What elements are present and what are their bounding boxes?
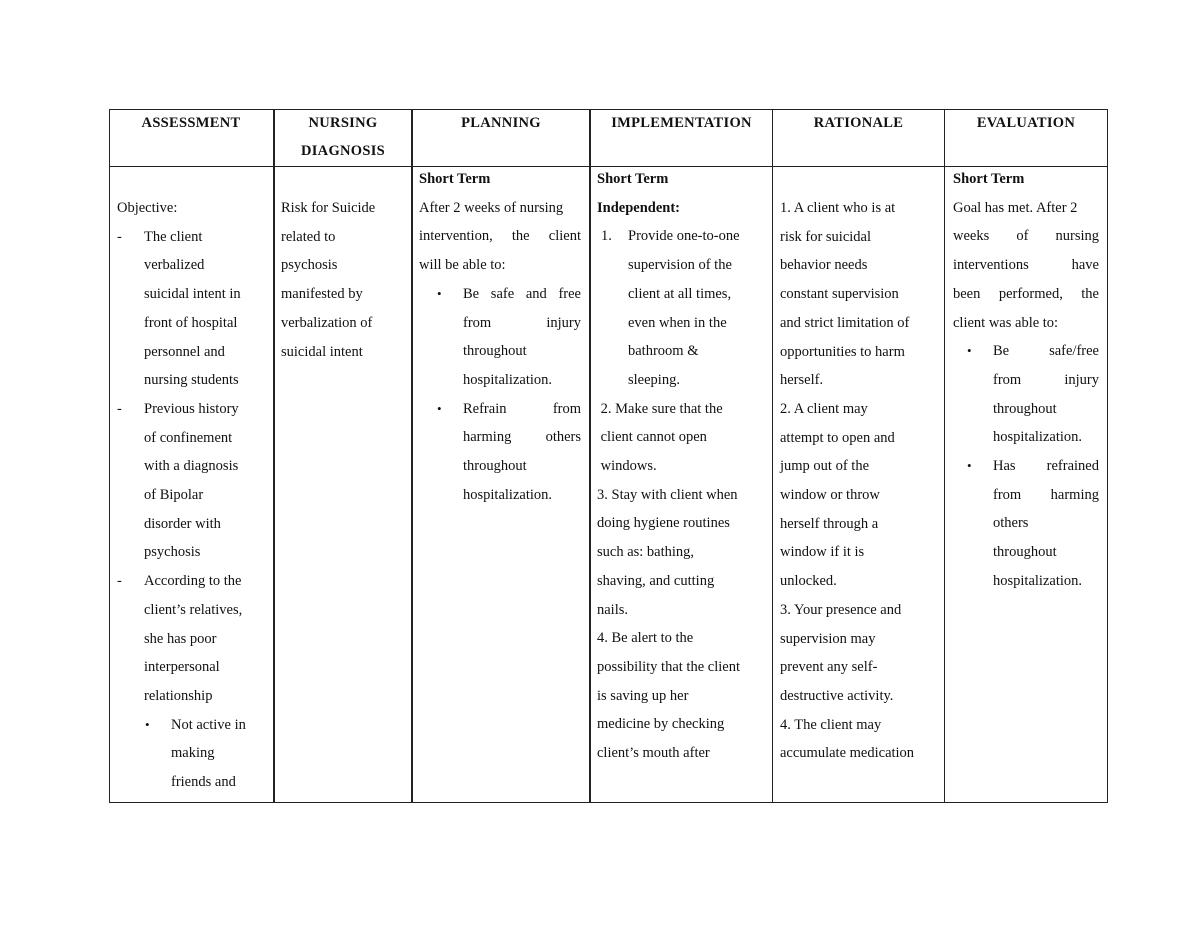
header-planning: PLANNING [461,115,541,131]
assessment-line: According to the [144,573,242,590]
word: client [548,228,581,245]
assessment-line: nursing students [144,372,239,389]
implementation-line: Provide one-to-one [628,228,740,245]
word: from [993,486,1022,503]
implementation-line: nails. [597,601,629,618]
assessment-line: client’s relatives, [144,601,243,618]
word: Has [993,458,1016,475]
diagnosis-line: Risk for Suicide [281,200,376,216]
assessment-line: making [171,745,215,762]
implementation-heading: Short Term [597,171,669,187]
assessment-line: she has poor [144,630,217,647]
word: safe/free [1049,343,1099,360]
word: the [1081,285,1099,302]
rationale-line: supervision may [780,630,876,647]
rationale-line: behavior needs [780,257,868,274]
evaluation-heading: Short Term [953,171,1025,187]
bullet-marker: • [967,343,972,359]
word: injury [546,314,581,331]
nursing-care-plan-table [109,109,1108,803]
text-line: hospitalization. [993,429,1082,446]
text-line: After 2 weeks of nursing [419,199,564,216]
header-nursing-diagnosis [275,109,411,165]
rationale-line: 3. Your presence and [780,601,902,618]
evaluation-column [953,165,1099,596]
evaluation-result [953,337,1099,452]
assessment-line: friends and [171,774,236,791]
dash-marker: - [117,573,122,590]
implementation-item-1-text [628,222,769,394]
assessment-sub-bullet [117,711,267,797]
evaluation-results [953,337,1099,595]
word: the [511,228,530,245]
rationale-line: and strict limitation of [780,314,910,331]
planning-goal [419,280,581,395]
word: interventions [953,257,1029,274]
evaluation-result [953,452,1099,596]
bullet-marker: • [145,716,150,732]
word: nursing [1055,228,1099,245]
column-border [1107,109,1108,803]
implementation-line: 3. Stay with client when [597,486,738,503]
table-bottom-border [109,802,1108,803]
implementation-column [597,165,769,768]
bullet-marker: • [437,285,442,301]
word: Be [993,343,1010,360]
header-implementation: IMPLEMENTATION [611,115,752,131]
assessment-line: suicidal intent in [144,286,241,303]
text-line: throughout [463,343,527,360]
justified-line [993,481,1099,510]
planning-heading: Short Term [419,171,491,187]
assessment-line: with a diagnosis [144,458,239,475]
text-line: throughout [993,400,1057,417]
assessment-line: relationship [144,687,213,704]
implementation-line: windows. [597,458,657,475]
implementation-items [597,395,769,768]
assessment-line: disorder with [144,515,221,532]
assessment-line: psychosis [144,544,201,561]
text-line: throughout [993,544,1057,561]
rationale-line: constant supervision [780,286,899,303]
implementation-line: client at all times, [628,285,732,302]
assessment-items [117,223,267,711]
header-nursing-diagnosis-line: NURSING [308,115,378,131]
implementation-line: medicine by checking [597,716,725,733]
implementation-subheading: Independent: [597,199,680,216]
rationale-line: destructive activity. [780,687,894,704]
word: harming [463,429,512,446]
word: free [558,285,581,302]
word: harming [1050,486,1099,503]
planning-goal [419,395,581,510]
assessment-line: Not active in [171,716,246,733]
diagnosis-line: psychosis [281,257,338,274]
text-line: Goal has met. After 2 [953,199,1078,216]
assessment-line: interpersonal [144,659,220,676]
assessment-line: The client [144,228,203,245]
implementation-line: such as: bathing, [597,544,695,561]
column-border [411,109,413,803]
rationale-line: accumulate medication [780,745,915,762]
implementation-line: bathroom & [628,343,699,360]
dash-marker: - [117,400,122,417]
implementation-line: doing hygiene routines [597,515,730,532]
bullet-marker: • [437,400,442,416]
justified-line [463,423,581,452]
dash-marker: - [117,228,122,245]
diagnosis-text [281,194,407,366]
rationale-line: 1. A client who is at [780,200,896,216]
assessment-line: Previous history [144,400,239,417]
header-evaluation: EVALUATION [976,115,1076,131]
word: been [953,285,981,302]
header-nursing-diagnosis-line: DIAGNOSIS [300,143,386,159]
list-number: 1. [601,228,612,245]
word: safe [490,285,515,302]
word: from [993,371,1022,388]
assessment-line: of Bipolar [144,487,204,504]
rationale-line: unlocked. [780,573,837,590]
rationale-line: window if it is [780,544,865,561]
text-line: client was able to: [953,314,1059,331]
rationale-line: herself. [780,372,824,389]
diagnosis-line: related to [281,228,336,245]
word: Be [463,285,480,302]
column-border [944,109,945,803]
word: and [525,285,547,302]
implementation-line: is saving up her [597,687,689,704]
assessment-item [117,567,267,711]
diagnosis-column [281,194,407,366]
word: refrained [1046,458,1099,475]
rationale-line: 4. The client may [780,716,882,733]
text-line: will be able to: [419,257,506,274]
justified-line [419,222,581,251]
diagnosis-line: suicidal intent [281,343,363,360]
column-border [772,109,773,803]
diagnosis-line: manifested by [281,286,363,303]
implementation-line: shaving, and cutting [597,572,715,589]
implementation-line: 2. Make sure that the [597,400,723,417]
word: weeks [953,228,990,245]
assessment-item [117,223,267,395]
header-rationale: RATIONALE [813,115,904,131]
justified-line [463,395,581,424]
column-border [273,109,275,803]
planning-column [419,165,581,509]
assessment-line: of confinement [144,429,233,446]
rationale-line: herself through a [780,515,879,532]
justified-line [993,366,1099,395]
word: from [552,400,581,417]
implementation-item-1 [597,222,769,394]
assessment-column [117,194,267,797]
rationale-line: 2. A client may [780,400,868,417]
rationale-line: risk for suicidal [780,228,872,245]
word: Refrain [463,400,507,417]
rationale-line: prevent any self- [780,659,878,676]
rationale-column [780,194,940,768]
justified-line [993,337,1099,366]
rationale-line: jump out of the [780,458,870,475]
bullet-marker: • [967,458,972,474]
implementation-line: possibility that the client [597,658,740,675]
word: intervention, [419,228,493,245]
justified-line [463,309,581,338]
implementation-line: client’s mouth after [597,745,710,762]
rationale-line: attempt to open and [780,429,895,446]
justified-line [953,280,1099,309]
rationale-text [780,194,940,768]
word: performed, [998,285,1063,302]
rationale-line: opportunities to harm [780,343,905,360]
planning-intro [419,194,581,280]
objective-label: Objective: [117,200,178,216]
evaluation-intro [953,194,1099,338]
header-assessment: ASSESSMENT [141,115,241,131]
implementation-line: even when in the [628,314,727,331]
rationale-line: window or throw [780,487,880,504]
text-line: others [993,515,1029,532]
diagnosis-line: verbalization of [281,314,373,331]
justified-line [463,280,581,309]
justified-line [993,452,1099,481]
word: injury [1064,371,1099,388]
justified-line [953,251,1099,280]
text-line: hospitalization. [993,572,1082,589]
column-border [109,109,110,803]
word: have [1071,257,1099,274]
implementation-line: sleeping. [628,371,680,388]
word: from [463,314,492,331]
word: of [1016,228,1029,245]
word: others [545,429,581,446]
text-line: hospitalization. [463,486,552,503]
implementation-line: 4. Be alert to the [597,630,694,647]
assessment-line: front of hospital [144,314,238,331]
implementation-line: client cannot open [597,429,707,446]
column-border [589,109,591,803]
justified-line [953,222,1099,251]
text-line: hospitalization. [463,371,552,388]
assessment-item [117,395,267,567]
text-line: throughout [463,458,527,475]
planning-goals [419,280,581,510]
assessment-line: verbalized [144,257,205,274]
implementation-line: supervision of the [628,257,732,274]
assessment-line: personnel and [144,343,225,360]
